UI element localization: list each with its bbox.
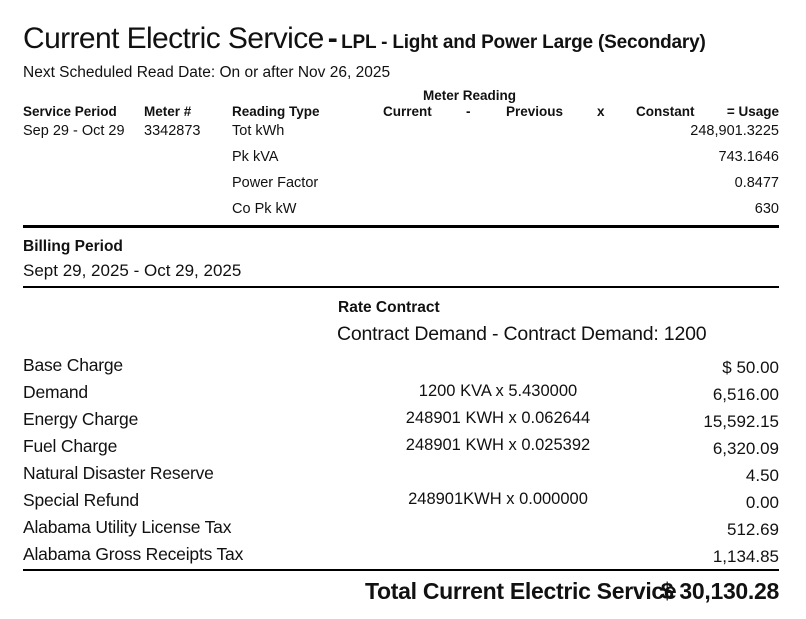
reading-usage: 0.8477 — [734, 175, 779, 191]
charge-amount: 0.00 — [745, 493, 779, 512]
total-amount: $ 30,130.28 — [660, 578, 779, 604]
service-period-value: Sep 29 - Oct 29 — [23, 123, 125, 139]
col-usage: = Usage — [726, 104, 779, 119]
total-divider — [23, 569, 779, 571]
section-divider — [23, 225, 779, 228]
next-read-value: On or after Nov 26, 2025 — [219, 64, 391, 81]
billing-period-label: Billing Period — [23, 238, 123, 255]
charge-label: Alabama Gross Receipts Tax — [23, 544, 244, 564]
col-meter-number: Meter # — [144, 104, 192, 119]
next-read-date — [23, 64, 390, 82]
charge-label: Demand — [23, 382, 88, 402]
rate-contract-line: Contract Demand - Contract Demand: 1200 — [337, 323, 707, 345]
total-label: Total Current Electric Service — [365, 578, 677, 604]
next-read-label: Next Scheduled Read Date: — [23, 64, 216, 81]
meter-reading-group-header: Meter Reading — [423, 88, 517, 103]
section-divider — [23, 286, 779, 288]
charge-label: Fuel Charge — [23, 436, 118, 456]
charge-calculation: 1200 KVA x 5.430000 — [418, 382, 578, 400]
reading-type: Pk kVA — [232, 149, 279, 165]
col-reading-type: Reading Type — [232, 104, 320, 119]
charge-amount: 15,592.15 — [703, 412, 779, 431]
billing-period-dates: Sept 29, 2025 - Oct 29, 2025 — [23, 261, 242, 280]
rate-name: LPL - Light and Power Large (Secondary) — [341, 32, 706, 53]
charge-amount: 1,134.85 — [712, 547, 779, 566]
reading-usage: 248,901.3225 — [690, 123, 779, 139]
reading-usage: 630 — [754, 201, 779, 217]
charge-calculation: 248901KWH x 0.000000 — [408, 490, 588, 508]
col-times: x — [597, 104, 605, 119]
charge-label: Alabama Utility License Tax — [23, 517, 232, 537]
charge-label: Base Charge — [23, 355, 123, 375]
reading-usage: 743.1646 — [718, 149, 779, 165]
service-title: Current Electric Service — [23, 22, 324, 55]
page-title — [23, 22, 706, 56]
charge-amount: 6,516.00 — [712, 385, 779, 404]
reading-type: Tot kWh — [232, 123, 285, 139]
col-previous: Previous — [506, 104, 564, 119]
col-service-period: Service Period — [23, 104, 117, 119]
charge-label: Natural Disaster Reserve — [23, 463, 214, 483]
col-minus: - — [466, 104, 471, 119]
col-constant: Constant — [636, 104, 695, 119]
meter-number-value: 3342873 — [144, 123, 201, 139]
charge-calculation: 248901 KWH x 0.025392 — [405, 436, 591, 454]
reading-type: Co Pk kW — [232, 201, 297, 217]
rate-contract-label: Rate Contract — [338, 299, 440, 316]
charge-amount: 6,320.09 — [712, 439, 779, 458]
charge-amount: 512.69 — [727, 520, 779, 539]
reading-type: Power Factor — [232, 175, 319, 191]
charge-amount: $ 50.00 — [722, 358, 779, 377]
charge-label: Special Refund — [23, 490, 139, 510]
charge-label: Energy Charge — [23, 409, 139, 429]
charge-calculation: 248901 KWH x 0.062644 — [405, 409, 591, 427]
col-current: Current — [383, 104, 432, 119]
title-dash: - — [327, 22, 338, 55]
charge-amount: 4.50 — [745, 466, 779, 485]
